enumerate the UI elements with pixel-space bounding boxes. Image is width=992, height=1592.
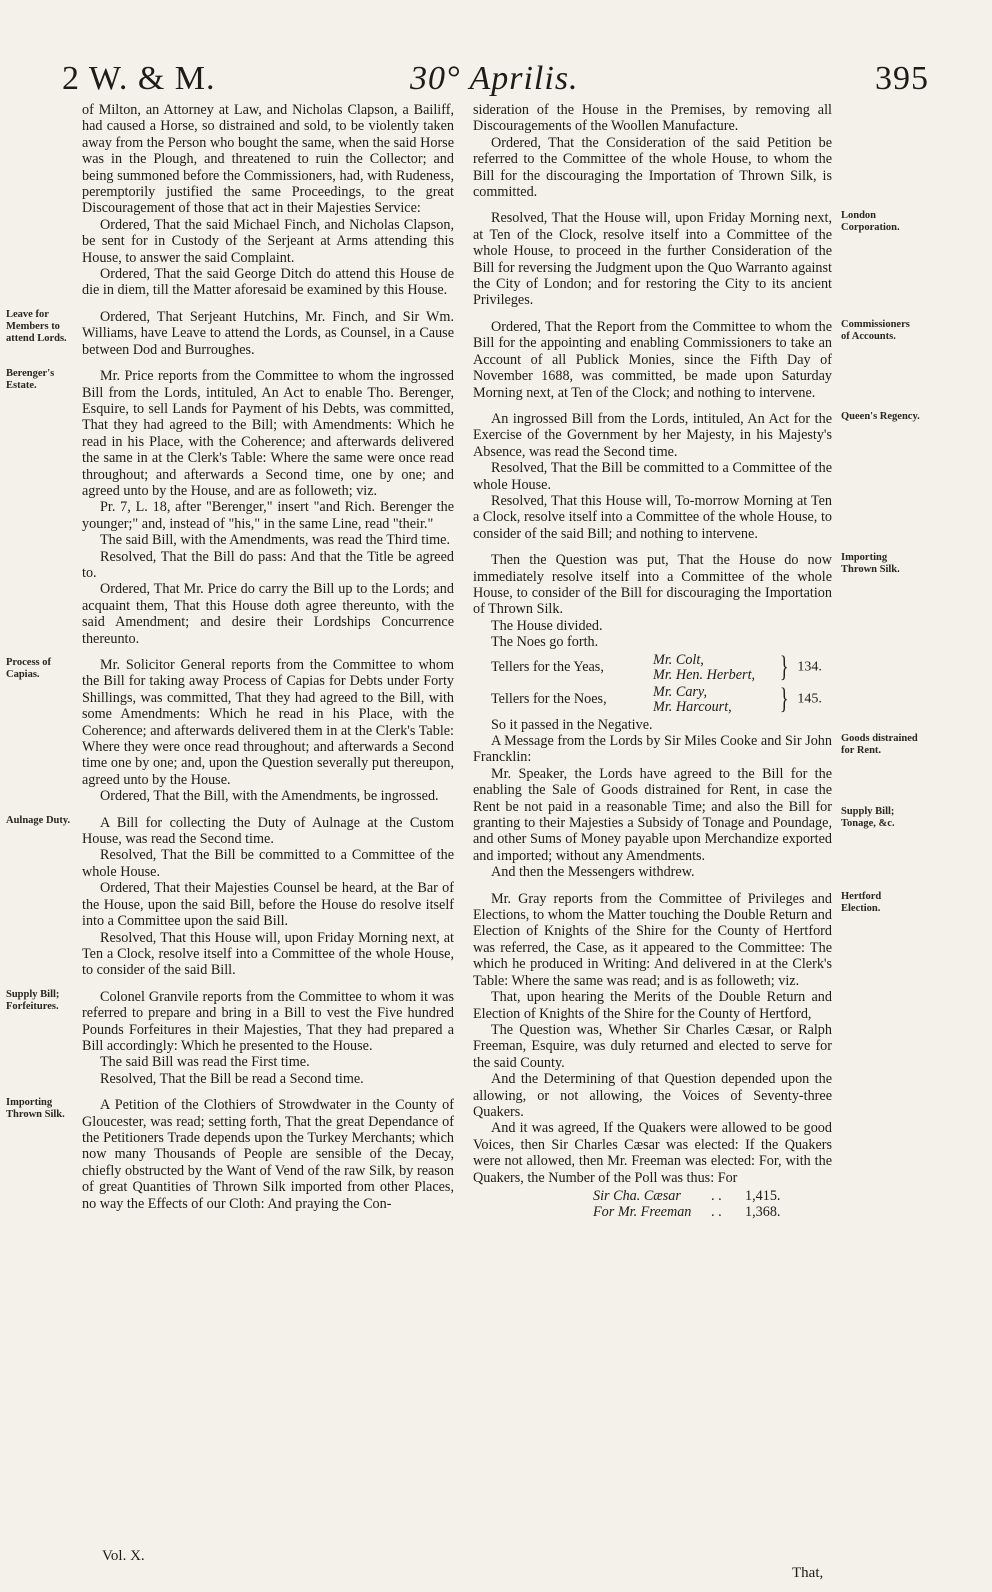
paragraph: Colonel Granvile reports from the Committee to whom it was referred to prepare and bring in a Bill to vest the Five hundred Pounds Forfeitures in their Majesties, That they had prepared a Bill accordingly: Which he presented to the House. bbox=[82, 988, 454, 1054]
paragraph: Resolved, That the House will, upon Friday Morning next, at Ten of the Clock, resolve itself into a Committee of the whole House, to proceed in the further Consideration of the Bill for reversing the Judgment upon the Quo Warranto against the City of London; and for restoring the City to its ancient Privileges. bbox=[473, 210, 832, 309]
entry-block bbox=[6, 988, 454, 1087]
margin-note: Process of Capias. bbox=[6, 657, 51, 680]
margin-note: Supply Bill; Forfeitures. bbox=[6, 988, 60, 1012]
paragraph: Mr. Price reports from the Committee to whom the ingrossed Bill from the Lords, intituled, An Act to enable Tho. Berenger, Esquire, to sell Lands for Payment of his Debts, was committed, That they had agreed to the Bill; with Amendments: Which he read in his Place, with the Coherence; and afterwards delivered the same in at the Clerk's Table: Where the same were once read throughout; and afterwards a Second time, one by one; and agreed unto by the House, and are as followeth; viz. bbox=[82, 368, 454, 499]
paragraph: A Bill for collecting the Duty of Aulnage at the Custom House, was read the Second time. bbox=[82, 814, 454, 848]
paragraph: The Question was, Whether Sir Charles Cæsar, or Ralph Freeman, Esquire, was duly returned and elected to serve for the said County. bbox=[473, 1021, 832, 1071]
paragraph: Ordered, That the Consideration of the said Petition be referred to the Committee of the whole House, to whom the Bill for the discouraging the Importation of Thrown Silk, is committed. bbox=[473, 134, 832, 201]
paragraph: Ordered, That Mr. Price do carry the Bill up to the Lords; and acquaint them, That this House doth agree thereunto, with the said Amendment; and desire their Lordships Concurrence thereunto. bbox=[82, 581, 454, 647]
leader-dots: . . bbox=[711, 1204, 722, 1221]
paragraph: And then the Messengers withdrew. bbox=[491, 864, 695, 881]
teller-name: Mr. Hen. Herbert, bbox=[653, 666, 756, 683]
paragraph: An ingrossed Bill from the Lords, intituled, An Act for the Exercise of the Government by her Majesty, in his Majesty's Absence, was read the Second time. bbox=[473, 410, 832, 460]
right-column bbox=[473, 102, 920, 1221]
teller-name: Mr. Colt, bbox=[653, 651, 704, 668]
margin-note: Berenger's Estate. bbox=[6, 368, 55, 392]
paragraph: Resolved, That the Bill be read a Second time. bbox=[100, 1070, 364, 1087]
margin-note: Commissioners of Accounts. bbox=[841, 318, 910, 342]
paragraph: Then the Question was put, That the House do now immediately resolve itself into a Committee of the whole House, to consider of the Bill for discouraging the Importation of Thrown Silk. bbox=[473, 552, 832, 618]
entry-block bbox=[473, 410, 920, 542]
poll-results bbox=[593, 1188, 832, 1221]
paragraph: Ordered, That the said George Ditch do attend this House de die in diem, till the Matter aforesaid be examined by this House. bbox=[82, 266, 454, 299]
paragraph: The House divided. bbox=[491, 617, 603, 634]
entry-block bbox=[473, 733, 918, 881]
paragraph: The Noes go forth. bbox=[491, 634, 599, 651]
entry-block bbox=[473, 552, 900, 651]
leader-dots: . . bbox=[711, 1187, 722, 1204]
vote-count: } 145. bbox=[777, 691, 822, 708]
margin-note: London Corporation. bbox=[841, 210, 900, 234]
entry-block bbox=[473, 210, 900, 309]
entry-block bbox=[6, 814, 454, 979]
tellers-label: Tellers for the Noes, bbox=[491, 691, 607, 708]
entry-block bbox=[473, 102, 832, 200]
volume-footer: Vol. X. bbox=[102, 1548, 145, 1564]
paragraph: Ordered, That the Report from the Committee to whom the Bill for the appointing and enabling Commissioners to take an Account of all Publick Monies, since the Fifth Day of November 1688, was committed, be made upon Saturday Morning next, at Ten of the Clock; and nothing to intervene. bbox=[473, 318, 832, 401]
margin-note: Goods distrained for Rent. bbox=[841, 733, 918, 756]
tellers-label: Tellers for the Yeas, bbox=[491, 659, 604, 676]
entry-block bbox=[473, 318, 910, 401]
entry-block bbox=[82, 102, 454, 299]
candidate-name: Sir Cha. Cæsar bbox=[593, 1187, 681, 1204]
paragraph: And it was agreed, If the Quakers were allowed to be good Voices, then Sir Charles Cæsar was elected: If the Quakers were not allowed, then Mr. Freeman was elected: For, with the Quakers, the Number of the Poll was thus: For bbox=[473, 1120, 832, 1186]
vote-count: } 134. bbox=[777, 659, 822, 676]
paragraph: Ordered, That their Majesties Counsel be heard, at the Bar of the House, upon the said Bill, before the House do resolve itself into a Committee upon the said Bill. bbox=[82, 880, 454, 930]
poll-value: 1,415. bbox=[745, 1187, 781, 1204]
entry-block bbox=[6, 657, 454, 805]
tellers-names bbox=[653, 685, 773, 715]
right-column-part-2 bbox=[473, 733, 918, 1186]
entry-block bbox=[6, 368, 454, 647]
paragraph: Resolved, That this House will, upon Friday Morning next, at Ten a Clock, resolve itself into a Committee of the whole House, to consider of the said Bill. bbox=[82, 929, 454, 979]
margin-note: Importing Thrown Silk. bbox=[841, 552, 900, 576]
poll-row bbox=[593, 1204, 832, 1220]
regnal-year: 2 W. & M. bbox=[62, 60, 216, 97]
paragraph: Ordered, That Serjeant Hutchins, Mr. Finch, and Sir Wm. Williams, have Leave to attend the Lords, as Counsel, in a Cause between Dod and Burroughes. bbox=[82, 308, 454, 358]
margin-note: Aulnage Duty. bbox=[6, 814, 71, 826]
paragraph: A Petition of the Clothiers of Strowdwater in the County of Gloucester, was read; setting forth, That the great Dependance of the Petitioners Trade depends upon the Turkey Merchants; which now many Thousands of People are sensible of the Decay, chiefly obstructed by the Want of Vend of the raw Silk, by reason of great Quantities of Thrown Silk imported from other Places, no way the Effects of our Cloth: And praying the Con- bbox=[82, 1097, 454, 1212]
paragraph: Mr. Solicitor General reports from the Committee to whom the Bill for taking away Process of Capias for Debts under Forty Shillings, was committed, That they had agreed to the Bill, with some Amendments: Which he read in his Place, with the Coherence; and afterwards delivered them in at the Clerk's Table: Where they were once read throughout; and afterwards a Second time one by one; and, upon the Question severally put thereupon, agreed unto by the House. bbox=[82, 657, 454, 788]
division-result: So it passed in the Negative. bbox=[491, 716, 653, 733]
tellers-noes bbox=[491, 685, 832, 715]
division-tellers bbox=[491, 653, 832, 715]
poll-row bbox=[593, 1188, 832, 1204]
paragraph: Mr. Speaker, the Lords have agreed to the Bill for the enabling the Sale of Goods distrained for Rent, in case the Rent be not paid in a reasonable Time; and also the Bill for granting to their Majesties a Subsidy of Tonage and Poundage, and other Sums of Money payable upon Merchandize exported and imported; without any Amendments. bbox=[473, 765, 832, 864]
candidate-name: For Mr. Freeman bbox=[593, 1204, 692, 1221]
paragraph: That, upon hearing the Merits of the Double Return and Election of Knights of the Shire for the County of Hertford, bbox=[473, 989, 832, 1022]
date-heading: 30° Aprilis. bbox=[410, 60, 579, 97]
margin-note: Importing Thrown Silk. bbox=[6, 1097, 65, 1121]
paragraph: Resolved, That this House will, To-morrow Morning at Ten a Clock, resolve itself into a Committee of the whole House, to consider of the said Bill; and nothing to intervene. bbox=[473, 492, 832, 542]
margin-note: Queen's Regency. bbox=[841, 410, 920, 422]
paragraph: The said Bill, with the Amendments, was read the Third time. bbox=[100, 532, 451, 549]
paragraph: And the Determining of that Question depended upon the allowing, or not allowing, the Voices of Seventy-three Quakers. bbox=[473, 1071, 832, 1120]
left-column bbox=[6, 102, 454, 1212]
entry-block bbox=[6, 308, 454, 358]
catchword: That, bbox=[792, 1565, 824, 1581]
poll-value: 1,368. bbox=[745, 1204, 781, 1221]
entry-block bbox=[473, 890, 882, 1186]
paragraph: of Milton, an Attorney at Law, and Nicholas Clapson, a Bailiff, had caused a Horse, so distrained and sold, to be violently taken away from the Person who bought the same, when the said Horse was in the Plough, and threatened to ruin the Collector; and being summoned before the Commissioners, had, with Rudeness, peremptorily justified the same Proceedings, to the great Discouragement of those that act in their Majesties Service: bbox=[82, 102, 454, 217]
paragraph: Resolved, That the Bill be committed to a Committee of the whole House. bbox=[473, 460, 832, 493]
margin-note: Hertford Election. bbox=[841, 890, 882, 914]
paragraph: Ordered, That the said Michael Finch, and Nicholas Clapson, be sent for in Custody of the Serjeant at Arms attending this House, to answer the said Complaint. bbox=[82, 216, 454, 266]
paragraph: A Message from the Lords by Sir Miles Cooke and Sir John Francklin: bbox=[473, 733, 832, 766]
entry-block bbox=[6, 1097, 454, 1212]
paragraph: sideration of the House in the Premises, by removing all Discouragements of the Woollen Manufacture. bbox=[473, 102, 832, 135]
paragraph: Mr. Gray reports from the Committee of Privileges and Elections, to whom the Matter touching the Double Return and Election of Knights of the Shire for the County of Hertford was referred, the Case, as it appeared to the Committee: The which he produced in Writing: And delivered in at the Clerk's Table: Where the same was read; and is as followeth; viz. bbox=[473, 890, 832, 989]
margin-note: Leave for Members to attend Lords. bbox=[6, 308, 67, 344]
tellers-names bbox=[653, 653, 773, 683]
tellers-yeas bbox=[491, 653, 832, 683]
margin-note: Supply Bill; Tonage, &c. bbox=[841, 805, 895, 829]
paragraph: Resolved, That the Bill do pass: And that the Title be agreed to. bbox=[82, 548, 454, 581]
paragraph: Ordered, That the Bill, with the Amendments, be ingrossed. bbox=[100, 788, 439, 805]
paragraph: The said Bill was read the First time. bbox=[100, 1054, 310, 1071]
teller-name: Mr. Harcourt, bbox=[653, 698, 732, 715]
paragraph: Resolved, That the Bill be committed to a Committee of the whole House. bbox=[82, 847, 454, 880]
paragraph: Pr. 7, L. 18, after "Berenger," insert "and Rich. Berenger the younger;" and, instead of "his," in the same Line, read "their." bbox=[82, 499, 454, 532]
right-column-part-1 bbox=[473, 102, 920, 651]
page-number: 395 bbox=[875, 60, 929, 97]
teller-name: Mr. Cary, bbox=[653, 683, 707, 700]
